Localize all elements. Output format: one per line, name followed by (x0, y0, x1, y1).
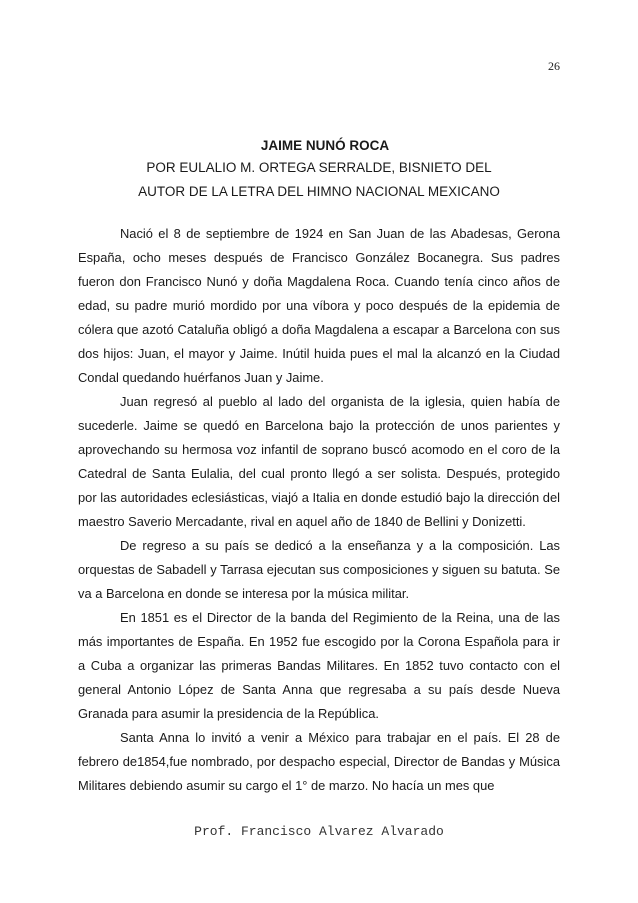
document-title: JAIME NUNÓ ROCA (260, 138, 390, 153)
paragraph: Nació el 8 de septiembre de 1924 en San Juan de las Abadesas, Gerona España, ocho meses después de Francisco González Bocanegra. Sus padres fueron don Francisco Nunó y doña Magdalena Roca. Cuando tenía cinco años de edad, su padre murió mordido por una víbora y poco después de la epidemia de cólera que azotó Cataluña obligó a doña Magdalena a escapar a Barcelona con sus dos hijos: Juan, el mayor y Jaime. Inútil huida pues el mal la alcanzó en la Ciudad Condal quedando huérfanos Juan y Jaime. (78, 226, 560, 385)
subtitle-line-2: AUTOR DE LA LETRA DEL HIMNO NACIONAL MEXICANO (138, 184, 500, 199)
page-number: 26 (548, 59, 560, 73)
body-text (78, 222, 560, 798)
paragraph: Juan regresó al pueblo al lado del organista de la iglesia, quien había de sucederle. Jaime se quedó en Barcelona bajo la protección de unos parientes y aprovechando su hermosa voz infantil de soprano buscó acomodo en el coro de la Catedral de Santa Eulalia, del cual pronto llegó a ser solista. Después, protegido por las autoridades eclesiásticas, viajó a Italia en donde estudió bajo la dirección del maestro Saverio Mercadante, rival en aquel año de 1840 de Bellini y Donizetti. (78, 394, 560, 529)
paragraph: Santa Anna lo invitó a venir a México para trabajar en el país. El 28 de febrero de1854,fue nombrado, por despacho especial, Director de Bandas y Música Militares debiendo asumir su cargo el 1° de marzo. No hacía un mes que (78, 730, 560, 793)
paragraph: De regreso a su país se dedicó a la enseñanza y a la composición. Las orquestas de Sabadell y Tarrasa ejecutan sus composiciones y siguen su batuta. Se va a Barcelona en donde se interesa por la música militar. (78, 538, 560, 601)
subtitle-line-1: POR EULALIO M. ORTEGA SERRALDE, BISNIETO DEL (146, 160, 492, 175)
paragraph: En 1851 es el Director de la banda del Regimiento de la Reina, una de las más importantes de España. En 1952 fue escogido por la Corona Española para ir a Cuba a organizar las primeras Bandas Militares. En 1852 tuvo contacto con el general Antonio López de Santa Anna que regresaba a su país desde Nueva Granada para asumir la presidencia de la República. (78, 610, 560, 721)
title-block (78, 136, 560, 204)
footer-author: Prof. Francisco Alvarez Alvarado (194, 824, 444, 839)
